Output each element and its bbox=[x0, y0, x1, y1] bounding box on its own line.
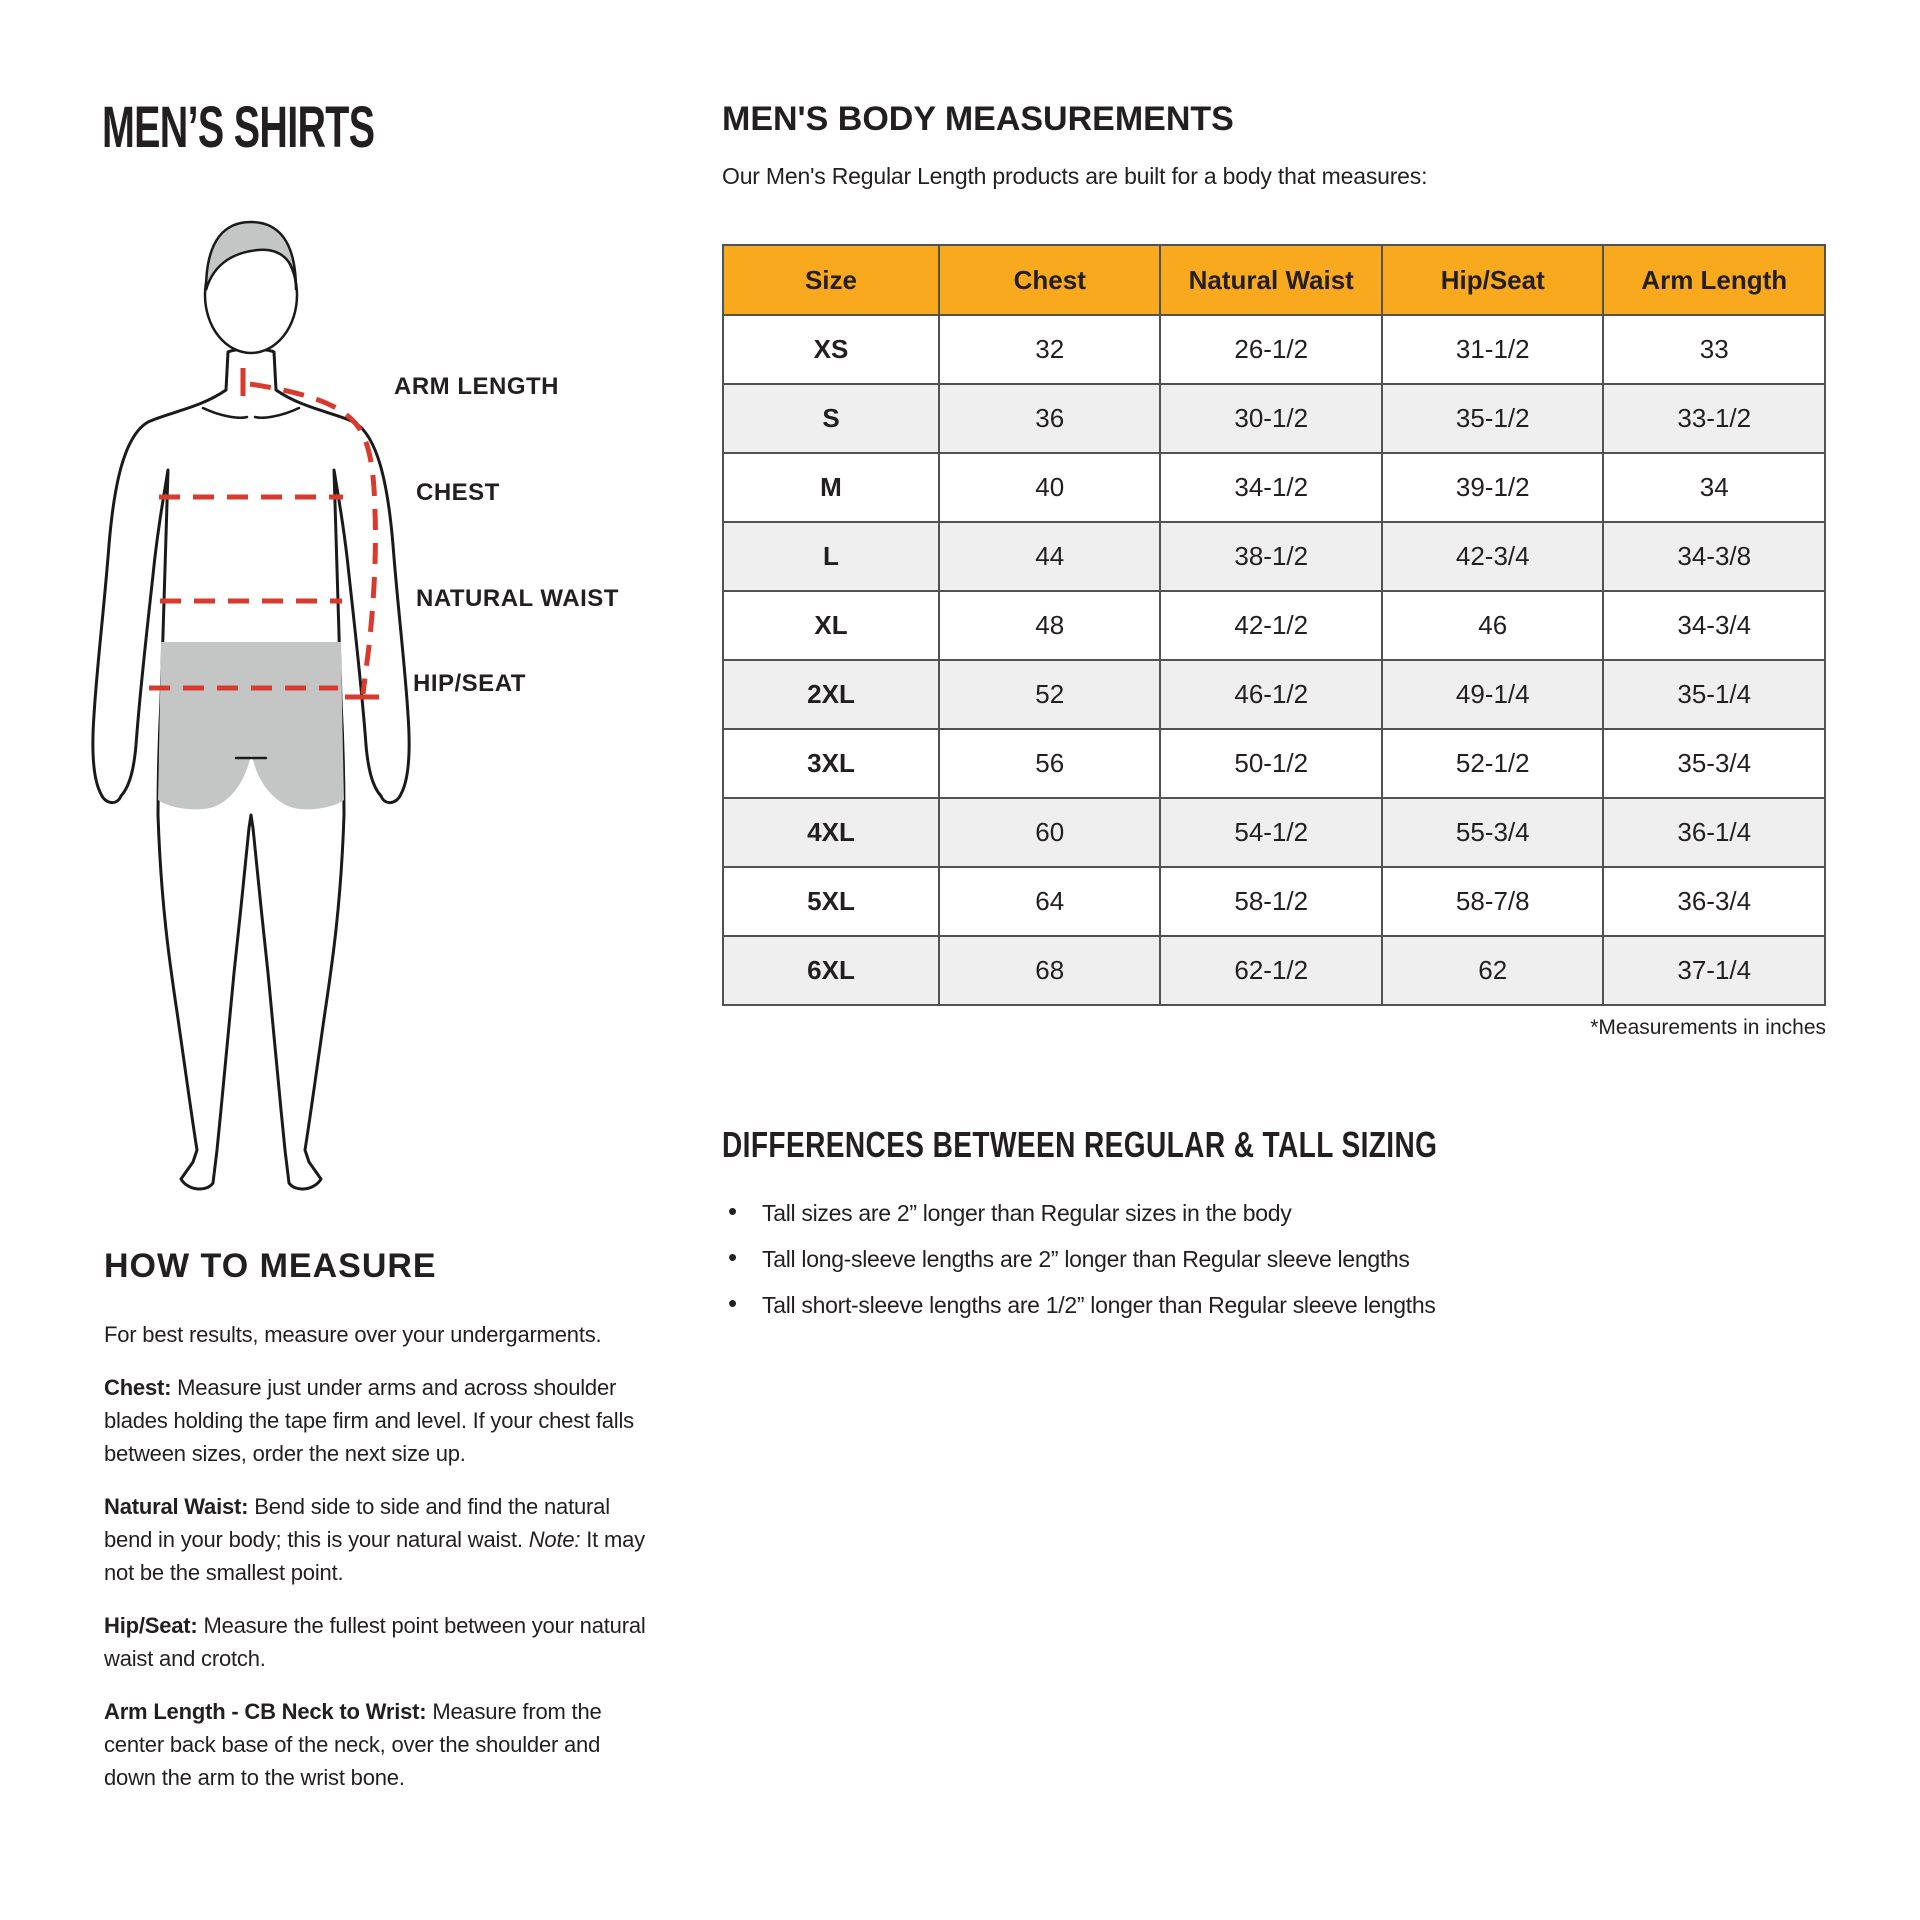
size-cell: L bbox=[723, 522, 939, 591]
measurement-cell: 52-1/2 bbox=[1382, 729, 1604, 798]
column-header-size: Size bbox=[723, 245, 939, 315]
measurement-cell: 34 bbox=[1603, 453, 1825, 522]
measurement-cell: 33 bbox=[1603, 315, 1825, 384]
measure-paragraph bbox=[104, 1371, 652, 1470]
tall-sizing-heading: DIFFERENCES BETWEEN REGULAR & TALL SIZING bbox=[722, 1124, 1438, 1165]
how-to-measure-heading: HOW TO MEASURE bbox=[104, 1247, 437, 1285]
table-row bbox=[723, 453, 1825, 522]
text-run: Measure the fullest point between your natural waist and crotch. bbox=[104, 1613, 646, 1671]
measurement-cell: 40 bbox=[939, 453, 1161, 522]
measurement-cell: 36-1/4 bbox=[1603, 798, 1825, 867]
body-figure bbox=[85, 195, 420, 1205]
measurement-cell: 46 bbox=[1382, 591, 1604, 660]
text-run: Bend side to side and find the natural bend in your body; this is your natural waist. bbox=[104, 1494, 610, 1552]
measurement-cell: 58-7/8 bbox=[1382, 867, 1604, 936]
bullet-text: Tall sizes are 2” longer than Regular sizes in the body bbox=[762, 1200, 1292, 1226]
bullet-dot: • bbox=[728, 1196, 737, 1226]
measurement-cell: 34-3/8 bbox=[1603, 522, 1825, 591]
measurement-cell: 49-1/4 bbox=[1382, 660, 1604, 729]
text-run: Measure from the center back base of the neck, over the shoulder and down the arm to the wrist bone. bbox=[104, 1699, 602, 1790]
measurement-cell: 48 bbox=[939, 591, 1161, 660]
measure-paragraph bbox=[104, 1609, 652, 1675]
measurements-subtitle: Our Men's Regular Length products are built for a body that measures: bbox=[722, 163, 1428, 189]
table-row bbox=[723, 591, 1825, 660]
text-run: It may not be the smallest point. bbox=[104, 1527, 645, 1585]
table-row bbox=[723, 936, 1825, 1005]
measurement-cell: 64 bbox=[939, 867, 1161, 936]
size-table bbox=[722, 244, 1826, 1006]
measurement-cell: 36 bbox=[939, 384, 1161, 453]
table-header-row bbox=[723, 245, 1825, 315]
label-chest: CHEST bbox=[416, 479, 500, 506]
size-cell: XS bbox=[723, 315, 939, 384]
page-title: MEN’S SHIRTS bbox=[102, 95, 375, 160]
measurement-cell: 58-1/2 bbox=[1160, 867, 1382, 936]
label-arm-length: ARM LENGTH bbox=[394, 373, 559, 400]
measurement-cell: 38-1/2 bbox=[1160, 522, 1382, 591]
bullet-item bbox=[726, 1290, 1686, 1320]
text-run: Chest: bbox=[104, 1375, 178, 1400]
measurement-cell: 60 bbox=[939, 798, 1161, 867]
label-hip-seat: HIP/SEAT bbox=[413, 670, 526, 697]
measurement-cell: 68 bbox=[939, 936, 1161, 1005]
size-cell: M bbox=[723, 453, 939, 522]
body-silhouette bbox=[93, 349, 409, 1189]
measurement-cell: 46-1/2 bbox=[1160, 660, 1382, 729]
measurements-note: *Measurements in inches bbox=[1590, 1016, 1826, 1039]
measurement-cell: 35-1/4 bbox=[1603, 660, 1825, 729]
label-natural-waist: NATURAL WAIST bbox=[416, 585, 619, 612]
table-row bbox=[723, 384, 1825, 453]
measurement-cell: 42-3/4 bbox=[1382, 522, 1604, 591]
bullet-dot: • bbox=[728, 1288, 737, 1318]
measurement-cell: 55-3/4 bbox=[1382, 798, 1604, 867]
measure-paragraph bbox=[104, 1695, 652, 1794]
measure-paragraph bbox=[104, 1318, 652, 1351]
table-row bbox=[723, 660, 1825, 729]
measurement-cell: 52 bbox=[939, 660, 1161, 729]
table-row bbox=[723, 315, 1825, 384]
measurement-cell: 31-1/2 bbox=[1382, 315, 1604, 384]
bullet-text: Tall short-sleeve lengths are 1/2” longer than Regular sleeve lengths bbox=[762, 1292, 1436, 1318]
measurement-cell: 36-3/4 bbox=[1603, 867, 1825, 936]
measurement-cell: 50-1/2 bbox=[1160, 729, 1382, 798]
size-cell: 2XL bbox=[723, 660, 939, 729]
table-row bbox=[723, 867, 1825, 936]
column-header-chest: Chest bbox=[939, 245, 1161, 315]
measurement-cell: 56 bbox=[939, 729, 1161, 798]
bullet-item bbox=[726, 1244, 1686, 1274]
tall-sizing-bullets bbox=[726, 1198, 1686, 1336]
text-run: Arm Length - CB Neck to Wrist: bbox=[104, 1699, 433, 1724]
measurement-cell: 32 bbox=[939, 315, 1161, 384]
table-row bbox=[723, 729, 1825, 798]
how-to-measure-text bbox=[104, 1318, 652, 1814]
size-table-body bbox=[723, 315, 1825, 1005]
table-row bbox=[723, 522, 1825, 591]
measurement-cell: 33-1/2 bbox=[1603, 384, 1825, 453]
body-diagram bbox=[85, 195, 420, 1205]
measurement-cell: 62-1/2 bbox=[1160, 936, 1382, 1005]
table-row bbox=[723, 798, 1825, 867]
text-run: Hip/Seat: bbox=[104, 1613, 204, 1638]
column-header-arm-length: Arm Length bbox=[1603, 245, 1825, 315]
size-cell: 6XL bbox=[723, 936, 939, 1005]
measurement-cell: 44 bbox=[939, 522, 1161, 591]
measurement-cell: 26-1/2 bbox=[1160, 315, 1382, 384]
text-run: Natural Waist: bbox=[104, 1494, 255, 1519]
text-run: For best results, measure over your undergarments. bbox=[104, 1322, 602, 1347]
measurement-cell: 35-3/4 bbox=[1603, 729, 1825, 798]
bullet-dot: • bbox=[728, 1242, 737, 1272]
measurement-cell: 62 bbox=[1382, 936, 1604, 1005]
measurement-cell: 42-1/2 bbox=[1160, 591, 1382, 660]
bullet-item bbox=[726, 1198, 1686, 1228]
column-header-natural-waist: Natural Waist bbox=[1160, 245, 1382, 315]
measurement-cell: 34-1/2 bbox=[1160, 453, 1382, 522]
bullet-text: Tall long-sleeve lengths are 2” longer than Regular sleeve lengths bbox=[762, 1246, 1410, 1272]
size-cell: XL bbox=[723, 591, 939, 660]
measurement-cell: 35-1/2 bbox=[1382, 384, 1604, 453]
measurement-cell: 30-1/2 bbox=[1160, 384, 1382, 453]
measurements-heading: MEN'S BODY MEASUREMENTS bbox=[722, 100, 1234, 138]
size-cell: 3XL bbox=[723, 729, 939, 798]
measurement-cell: 37-1/4 bbox=[1603, 936, 1825, 1005]
measure-paragraph bbox=[104, 1490, 652, 1589]
column-header-hip-seat: Hip/Seat bbox=[1382, 245, 1604, 315]
measurement-cell: 34-3/4 bbox=[1603, 591, 1825, 660]
size-cell: S bbox=[723, 384, 939, 453]
text-run: Measure just under arms and across shoulder blades holding the tape firm and level. If your chest falls between sizes, order the next size up. bbox=[104, 1375, 634, 1466]
size-cell: 5XL bbox=[723, 867, 939, 936]
measurement-cell: 39-1/2 bbox=[1382, 453, 1604, 522]
text-run: Note: bbox=[528, 1527, 587, 1552]
measurement-cell: 54-1/2 bbox=[1160, 798, 1382, 867]
size-cell: 4XL bbox=[723, 798, 939, 867]
